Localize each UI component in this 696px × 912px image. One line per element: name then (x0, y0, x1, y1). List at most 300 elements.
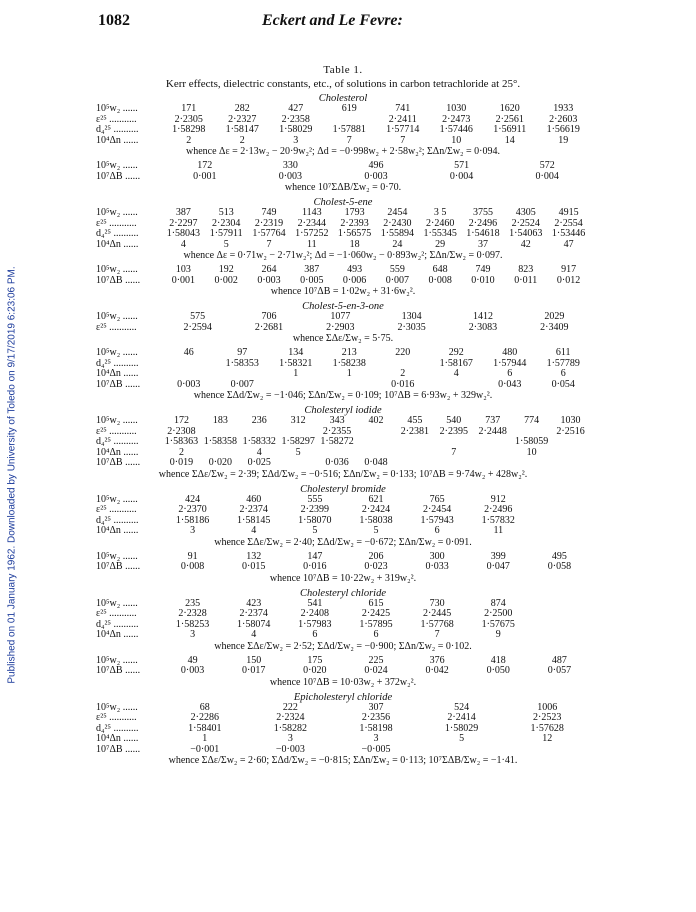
table-cell: 1·58145 (237, 514, 271, 526)
table-cell: 2·2297 (169, 217, 198, 229)
table-cell: 1·58186 (175, 514, 210, 526)
table-cell: 0·054 (551, 378, 575, 390)
table-cell: 2·2319 (254, 217, 284, 229)
table-cell (357, 427, 396, 438)
table-cell: 0·008 (428, 274, 452, 286)
table-cell: 749 (261, 207, 277, 218)
table-cell: 0·007 (230, 378, 254, 390)
table-cell (512, 458, 551, 469)
table-cell: 2 (400, 368, 406, 379)
table-row (96, 172, 590, 183)
table-cell: 4 (180, 238, 186, 250)
table-cell: 823 (518, 264, 534, 275)
table-cell: 2·2460 (426, 217, 455, 229)
table-cell: 0·020 (303, 665, 327, 676)
table-cell: 4 (256, 446, 262, 458)
table-cell: 1·58059 (514, 436, 549, 447)
table-cell: 424 (185, 493, 201, 505)
table-cell: 1·58363 (164, 436, 199, 447)
table-cell: 3 (373, 733, 379, 744)
compound-name: Cholesteryl chloride (299, 587, 387, 599)
table-cell: 4305 (515, 207, 536, 218)
row-label: d₄²⁵ .......... (96, 514, 139, 526)
table-cell: 172 (173, 415, 189, 426)
table-cell: 1·57764 (252, 228, 286, 239)
table-cell: 575 (190, 311, 206, 322)
table-cell: 0·048 (364, 457, 388, 468)
table-cell (395, 458, 434, 469)
table-cell: 0·001 (171, 274, 196, 286)
table-row (96, 208, 590, 219)
table-cell: 487 (551, 654, 567, 666)
table-cell: 0·050 (486, 665, 510, 676)
row-label: d₄²⁵ .......... (96, 436, 139, 447)
table-cell: 3 (287, 733, 293, 744)
download-note: Published on 01 January 1962. Downloaded by University of Toledo on 9/17/2019 6:23:06 PM. (6, 266, 18, 684)
table-cell: 192 (218, 264, 234, 275)
table-cell: 2·2500 (484, 608, 513, 619)
table-row (96, 312, 590, 323)
table-cell: 2·2448 (478, 425, 507, 437)
table-cell: 2·2424 (361, 504, 391, 515)
table-cell: 427 (288, 103, 304, 114)
table-cell: 540 (446, 415, 462, 426)
table-cell: 2·2286 (190, 712, 219, 723)
row-label: 10⁴Δn ...... (96, 134, 139, 146)
table-cell (529, 630, 590, 641)
table-row (96, 437, 590, 448)
row-label: 10⁴Δn ...... (96, 629, 139, 640)
table-cell: 1·56911 (493, 124, 527, 135)
table-cell: 496 (368, 160, 384, 171)
table-cell: 0·024 (364, 665, 388, 676)
whence-equation: whence ΣΔd/Σw₂ = −1·046; ΣΔn/Σw₂ = 0·109; 10⁷ΔB = 6·93w₂ + 329w₂². (193, 390, 493, 401)
table-cell: 1793 (344, 207, 365, 218)
table-cell: 132 (246, 550, 262, 562)
whence-equation: whence ΣΔε/Σw₂ = 2·39; ΣΔd/Σw₂ = −0·516; ΣΔn/Σw₂ = 0·133; 10⁷ΔB = 9·74w₂ + 428w₂². (158, 468, 528, 480)
table-cell: 11 (493, 525, 504, 536)
table-cell: 0·033 (425, 561, 449, 572)
table-cell (323, 380, 377, 391)
table-cell: 0·004 (449, 170, 474, 182)
row-label: 10⁴Δn ...... (96, 368, 139, 379)
row-label: 10⁵w₂ ...... (96, 311, 138, 322)
table-cell: 2454 (387, 207, 408, 218)
table-cell: 4 (251, 525, 257, 536)
table-cell: 513 (218, 207, 234, 218)
table-row (96, 416, 590, 427)
table-cell: 2·2445 (422, 608, 452, 619)
compound-name: Cholesteryl bromide (300, 483, 386, 495)
table-cell: 0·002 (214, 274, 238, 286)
row-label: 10⁵w₂ ...... (96, 160, 138, 171)
table-cell: 103 (175, 264, 191, 275)
table-cell: 1·56575 (337, 228, 372, 239)
table-cell: 2·2524 (511, 217, 540, 229)
table-cell: 2·2355 (322, 425, 352, 437)
table-row (96, 562, 590, 573)
table-cell (395, 437, 434, 448)
table-cell: 2·2454 (422, 504, 452, 515)
table-cell (434, 437, 473, 448)
table-cell: 42 (520, 238, 531, 250)
compound-name: Cholesterol (318, 93, 368, 104)
table-cell: 524 (454, 701, 470, 713)
table-cell: 1·58043 (166, 228, 201, 239)
table-cell: 4 (251, 629, 257, 640)
table-cell: 571 (454, 160, 470, 171)
table-cell: 2·2561 (495, 113, 524, 125)
table-cell: 5 (459, 733, 465, 744)
row-label: d₄²⁵ .......... (96, 124, 139, 135)
whence-equation: whence 10⁷ΔB = 10·22w₂ + 319w₂². (269, 572, 417, 584)
table-cell: 0·023 (364, 561, 388, 572)
table-cell: 706 (261, 311, 277, 322)
table-row (96, 265, 590, 276)
data-table (96, 265, 590, 286)
table-cell: 455 (407, 415, 423, 426)
table-cell: 1·58029 (444, 722, 479, 734)
table-cell: 1143 (301, 207, 322, 218)
row-label: 10⁵w₂ ...... (96, 207, 138, 218)
table-row (96, 136, 590, 147)
table-cell: 1·58029 (279, 124, 313, 135)
table-cell: 0·043 (498, 378, 522, 390)
table-cell: 480 (502, 347, 518, 358)
table-cell: 1·57252 (295, 228, 329, 239)
table-cell: 19 (558, 134, 569, 146)
table-cell: 0·004 (535, 170, 559, 182)
table-row (96, 505, 590, 516)
table-cell: 0·058 (547, 561, 572, 572)
table-cell: 10 (526, 446, 537, 458)
table-cell: 2·2516 (556, 425, 585, 437)
table-cell: 300 (429, 550, 445, 562)
table-cell: 0·015 (242, 561, 266, 572)
table-cell: 1·57714 (386, 124, 420, 135)
row-label: d₄²⁵ .......... (96, 618, 139, 630)
whence-equation: whence ΣΔε/Σw₂ = 2·52; ΣΔd/Σw₂ = −0·900; ΣΔn/Σw₂ = 0·102. (214, 640, 472, 652)
table-cell: 2·3083 (468, 321, 498, 333)
table-cell: 2·2327 (228, 113, 257, 125)
table-cell: 2·2381 (400, 425, 430, 437)
table-cell: 555 (307, 493, 323, 505)
row-label: 10⁵w₂ ...... (96, 264, 138, 275)
row-label: 10⁵w₂ ...... (96, 415, 138, 426)
table-cell: 97 (237, 347, 248, 358)
compound-name: Cholest-5-en-3-one (302, 301, 384, 312)
table-cell: 1·58401 (188, 722, 222, 734)
data-table (96, 495, 590, 537)
row-label: d₄²⁵ .......... (96, 228, 139, 239)
table-cell: 2·2395 (439, 425, 468, 437)
row-label: 10⁵w₂ ...... (96, 103, 138, 114)
table-cell: 559 (389, 264, 405, 275)
table-cell: 0·003 (278, 170, 303, 182)
table-cell: 4 (453, 368, 459, 379)
compound-name: Cholesteryl iodide (304, 405, 382, 416)
running-head: Eckert and Le Fevre: (262, 12, 403, 29)
table-cell: 2·2496 (484, 504, 513, 515)
table-cell: 47 (563, 238, 574, 250)
section-cholesteryl-iodide (96, 405, 590, 481)
table-cell: 2·2324 (276, 712, 305, 723)
row-label: ε²⁵ ........... (96, 425, 137, 437)
table-cell: 2·2594 (183, 321, 212, 333)
row-label: ε²⁵ ........... (96, 712, 137, 723)
row-label: ε²⁵ ........... (96, 321, 137, 333)
table-cell (162, 359, 216, 370)
table-cell: 11 (306, 238, 317, 250)
table-cell: −0·005 (361, 743, 391, 755)
table-cell: 7 (266, 238, 272, 250)
table-cell: 774 (524, 415, 540, 426)
table-cell: 2·2473 (442, 113, 471, 125)
table-cell: 615 (368, 597, 384, 609)
table-cell: 1·58321 (279, 357, 313, 369)
row-label: 10⁴Δn ...... (96, 733, 139, 744)
table-row (96, 630, 590, 641)
table-row (96, 369, 590, 380)
table-cell: 2·2496 (468, 217, 498, 229)
table-cell: 264 (261, 264, 277, 275)
table-cell: 6 (373, 629, 379, 640)
table-cell: 749 (475, 264, 491, 275)
table-cell: 741 (395, 103, 411, 114)
table-cell: 5 (295, 446, 301, 458)
whence-equation: whence ΣΔε/Σw₂ = 2·60; ΣΔd/Σw₂ = −0·815; ΣΔn/Σw₂ = 0·113; 10⁷ΣΔB/Σw₂ = −1·41. (168, 755, 518, 766)
row-label: d₄²⁵ .......... (96, 722, 139, 734)
row-label: 10⁷ΔB ...... (96, 561, 141, 572)
table-cell: 46 (183, 347, 194, 358)
table-cell: 1·58332 (242, 436, 276, 447)
data-table (96, 312, 590, 333)
table-row (96, 516, 590, 527)
table-cell (216, 369, 270, 380)
table-row (96, 229, 590, 240)
table-cell (357, 437, 396, 448)
table-cell: 1·58358 (203, 436, 238, 447)
table-row (96, 703, 590, 714)
table-cell: 7 (400, 134, 406, 146)
table-cell: 2·2411 (388, 113, 417, 125)
table-cell: 2·3409 (540, 321, 569, 333)
table-cell: 0·042 (425, 665, 449, 676)
table-cell (473, 448, 512, 459)
table-cell: 213 (341, 347, 357, 358)
section-cholest-5-en-3-one (96, 301, 590, 402)
table-cell: 175 (307, 654, 323, 666)
table-cell: 2·2305 (174, 113, 203, 125)
table-cell: 147 (307, 550, 323, 562)
table-cell (430, 380, 484, 391)
table-row (96, 125, 590, 136)
table-cell: 150 (246, 654, 262, 666)
table-cell: 1 (202, 733, 208, 744)
table-cell (269, 380, 323, 391)
table-cell: 0·036 (325, 457, 349, 468)
table-cell: 648 (432, 264, 448, 275)
table-cell: 1·58297 (281, 436, 315, 447)
table-cell: 387 (304, 264, 320, 275)
table-row (96, 599, 590, 610)
compound-name: Epicholesteryl chloride (293, 691, 393, 703)
data-table (96, 656, 590, 677)
table-cell: 2·2681 (254, 321, 284, 333)
section-cholesteryl-bromide (96, 484, 590, 585)
table-cell: 2·2344 (297, 217, 326, 229)
table-cell: 1·58074 (237, 618, 271, 630)
table-cell: 236 (251, 415, 267, 426)
row-label: 10⁴Δn ...... (96, 525, 139, 536)
table-cell: 292 (448, 347, 464, 358)
table-cell: 10 (451, 134, 462, 146)
table-cell: 874 (490, 597, 506, 609)
table-cell: 2 (186, 134, 192, 146)
table-cell: 1·58167 (439, 357, 473, 369)
table-cell: 2·2408 (300, 608, 330, 619)
row-label: 10⁴Δn ...... (96, 446, 139, 458)
table-cell: 2·2425 (361, 608, 391, 619)
table-row (96, 348, 590, 359)
table-1 (96, 64, 590, 770)
table-cell: 6 (560, 368, 566, 379)
table-cell: 172 (197, 160, 213, 171)
table-cell: 49 (187, 654, 198, 666)
table-cell: 9 (495, 629, 501, 640)
table-cell: 2029 (544, 311, 565, 322)
row-label: 10⁵w₂ ...... (96, 654, 138, 666)
table-cell: 91 (187, 550, 198, 562)
table-cell (395, 448, 434, 459)
table-cell: 330 (282, 160, 298, 171)
table-cell: 460 (246, 493, 262, 505)
table-row (96, 495, 590, 506)
table-cell: 423 (246, 597, 262, 609)
table-cell: 220 (395, 347, 411, 358)
row-label: 10⁵w₂ ...... (96, 493, 138, 505)
table-cell: 2·2603 (549, 113, 578, 125)
table-cell: 2 (178, 446, 184, 458)
compound-sections (96, 93, 590, 767)
table-cell: 1·55894 (380, 228, 415, 239)
row-label: 10⁴Δn ...... (96, 238, 139, 250)
table-row (96, 713, 590, 724)
table-cell: −0·001 (190, 743, 220, 755)
table-cell: 225 (368, 654, 384, 666)
data-table (96, 161, 590, 182)
table-cell: 7 (434, 629, 440, 640)
table-cell: 1·58198 (359, 722, 393, 734)
table-cell (473, 458, 512, 469)
table-cell: 3︎︎ 5 (433, 207, 447, 218)
table-cell: 2·2308 (167, 425, 196, 437)
table-cell: 2·2903 (326, 321, 355, 333)
table-cell: 1304 (401, 311, 422, 322)
table-cell (529, 599, 590, 610)
table-cell: 1030 (560, 415, 581, 426)
table-cell (551, 458, 590, 469)
table-cell: 1·57881 (332, 124, 366, 135)
table-cell (473, 437, 512, 448)
table-cell: 0·020 (208, 457, 233, 468)
table-row (96, 104, 590, 115)
table-cell: 402 (368, 415, 384, 426)
data-table (96, 703, 590, 756)
section-cholesterol (96, 93, 590, 194)
table-row (96, 552, 590, 563)
table-cell: 765 (429, 493, 445, 505)
table-cell: 399 (490, 550, 506, 562)
row-label: ε²⁵ ........... (96, 504, 137, 515)
table-cell: 2 (239, 134, 245, 146)
table-cell: 1·58147 (225, 124, 259, 135)
table-cell (529, 516, 590, 527)
table-cell (162, 369, 216, 380)
section-cholest-5-ene (96, 197, 590, 298)
table-cell: 312 (290, 415, 306, 426)
whence-equation: whence 10⁷ΣΔB/Σw₂ = 0·70. (284, 182, 402, 193)
table-cell: 7 (451, 446, 457, 458)
table-cell: 0·007 (385, 274, 410, 286)
table-cell: 206 (368, 550, 384, 562)
row-label: 10⁵w₂ ...... (96, 701, 138, 713)
table-cell: 18 (349, 238, 360, 250)
whence-equation: whence Δε = 2·13w₂ − 20·9w₂²; Δd = −0·998w₂ + 2·58w₂²; ΣΔn/Σw₂ = 0·094. (185, 146, 501, 157)
row-label: 10⁷ΔB ...... (96, 378, 141, 390)
whence-equation: whence ΣΔε/Σw₂ = 2·40; ΣΔd/Σw₂ = −0·672; ΣΔn/Σw₂ = 0·091. (214, 536, 472, 548)
table-cell: 1·57675 (481, 618, 515, 630)
compound-name: Cholest-5-ene (313, 197, 373, 208)
row-label: ε²⁵ ........... (96, 608, 137, 619)
row-label: 10⁷ΔB ...... (96, 665, 141, 676)
table-cell: 1·57943 (420, 514, 454, 526)
whence-equation: whence Δε = 0·71w₂ − 2·71w₂²; Δd = −1·060w₂ − 0·893w₂²; ΣΔn/Σw₂ = 0·097. (183, 250, 503, 261)
table-cell: 222 (282, 701, 298, 713)
table-row (96, 161, 590, 172)
table-cell: 1·58298 (172, 124, 206, 135)
table-cell: 737 (485, 415, 501, 426)
table-cell: 0·012 (556, 274, 581, 286)
table-cell: 1·54063 (509, 228, 543, 239)
table-row (96, 380, 590, 391)
table-cell: 619 (341, 103, 357, 114)
whence-equation: whence 10⁷ΔB = 1·02w₂ + 31·6w₂². (270, 286, 416, 297)
table-cell: 2·2399 (300, 504, 330, 515)
table-cell: 6 (507, 368, 513, 379)
table-title: Table 1. (323, 64, 363, 76)
table-row (96, 724, 590, 735)
table-cell: 3 (190, 525, 196, 536)
table-cell: 5 (373, 525, 379, 536)
table-cell: 1412 (472, 311, 493, 322)
table-cell: 2·2358 (281, 113, 310, 125)
table-cell: 0·016 (391, 378, 415, 390)
table-cell: 0·008 (180, 561, 205, 572)
table-row (96, 656, 590, 667)
row-label: 10⁷ΔB ...... (96, 743, 141, 755)
table-cell: 0·019 (169, 457, 194, 468)
table-cell: 1 (293, 368, 299, 379)
table-cell: 1620 (499, 103, 520, 114)
table-cell (529, 620, 590, 631)
table-cell: 307 (368, 701, 384, 713)
table-cell (551, 448, 590, 459)
row-label: 10⁵w₂ ...... (96, 597, 138, 609)
row-label: 10⁵w₂ ...... (96, 550, 138, 562)
table-cell: 343 (329, 415, 345, 426)
table-cell: 0·001 (193, 170, 217, 182)
